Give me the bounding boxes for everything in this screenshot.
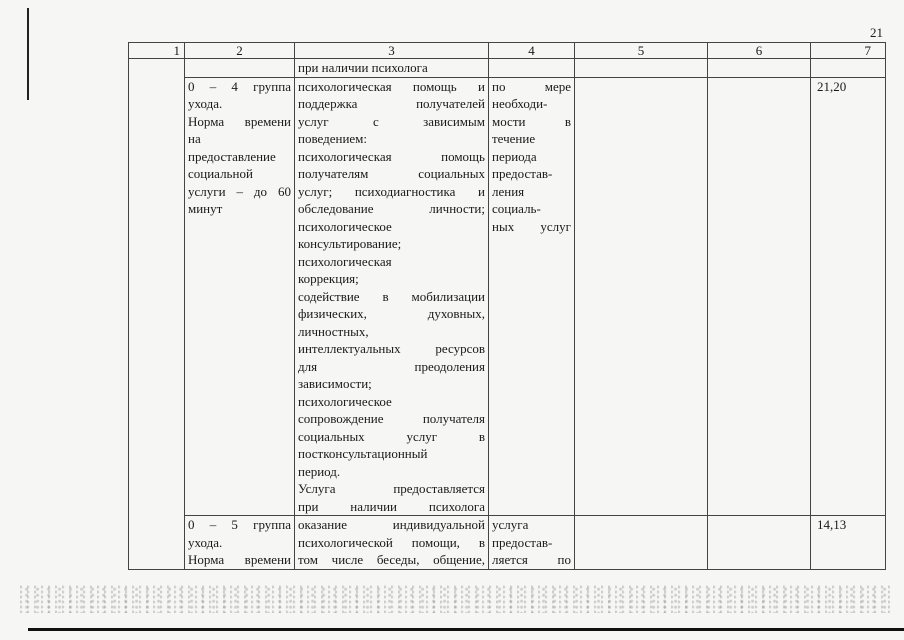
text-line: постконсультационный xyxy=(298,446,428,461)
cell-col1-merged xyxy=(129,59,185,570)
service-cell xyxy=(295,516,489,570)
service-cell xyxy=(295,77,489,516)
text-line: психологическая xyxy=(298,253,392,269)
text-line: поддержка получателей xyxy=(298,96,485,111)
text-line: обследование личности; xyxy=(298,201,485,216)
col-header-5: 5 xyxy=(575,43,708,59)
text-line: психологическое xyxy=(298,393,392,409)
text-line: поведением: xyxy=(298,131,368,146)
text-line: Услуга предоставляется xyxy=(298,481,485,496)
text-line: зависимости; xyxy=(298,376,372,391)
tariff-cell: 21,20 xyxy=(811,77,886,516)
text-line: мости в xyxy=(492,113,571,129)
continuation-row xyxy=(129,59,886,78)
text-line: для преодоления xyxy=(298,358,485,374)
cont-cell-7 xyxy=(811,59,886,78)
text-line: коррекция; xyxy=(298,271,359,286)
text-line: период. xyxy=(298,463,341,479)
period-text xyxy=(492,78,571,236)
bottom-rule xyxy=(28,628,904,631)
col-header-7: 7 xyxy=(811,43,886,59)
text-line: 0 – 5 группа xyxy=(188,517,291,532)
text-line: по мере xyxy=(492,78,571,94)
col-header-6: 6 xyxy=(708,43,811,59)
col-header-3: 3 xyxy=(295,43,489,59)
text-line: сопровождение получателя xyxy=(298,411,485,426)
col5-cell xyxy=(575,516,708,570)
text-line: услуг; психодиагностика и xyxy=(298,183,485,199)
header-row xyxy=(129,43,886,59)
cont-cell-3: при наличии психолога xyxy=(295,59,489,78)
text-line: ляется по xyxy=(492,552,571,567)
scan-noise xyxy=(20,585,890,613)
text-line: услуг с зависимым xyxy=(298,113,485,129)
text-line: том числе беседы, общение, xyxy=(298,552,485,567)
group-cell xyxy=(185,516,295,570)
services-table xyxy=(128,42,886,570)
col6-cell xyxy=(708,516,811,570)
text-line: социаль- xyxy=(492,201,541,216)
text-line: консультирование; xyxy=(298,236,402,251)
text-line: личностных, xyxy=(298,323,369,339)
table-row xyxy=(129,77,886,516)
text-line: психологическая помощь xyxy=(298,148,485,164)
text-line: ухода. xyxy=(188,96,223,111)
text-line: физических, духовных, xyxy=(298,306,485,321)
period-cell xyxy=(489,77,575,516)
group-cell xyxy=(185,77,295,516)
col-header-4: 4 xyxy=(489,43,575,59)
text-line: Норма времени xyxy=(188,552,291,567)
text-line: ухода. xyxy=(188,534,223,550)
table-row xyxy=(129,516,886,570)
group-text xyxy=(188,78,291,218)
text-line: социальных услуг в xyxy=(298,428,485,444)
text-line: услуги – до 60 xyxy=(188,183,291,199)
text-line: периода xyxy=(492,148,537,164)
text-line: психологическое xyxy=(298,218,392,234)
col-header-2: 2 xyxy=(185,43,295,59)
col-header-1: 1 xyxy=(129,43,185,59)
text-line: социальной xyxy=(188,166,253,181)
text-line: предостав- xyxy=(492,534,553,550)
col5-cell xyxy=(575,77,708,516)
text-line: психологическая помощь и xyxy=(298,78,485,94)
text-line: психологической помощи, в xyxy=(298,534,485,550)
text-line: интеллектуальных ресурсов xyxy=(298,341,485,356)
text-line: оказание индивидуальной xyxy=(298,517,485,532)
page-number: 21 xyxy=(870,25,883,40)
cont-cell-4 xyxy=(489,59,575,78)
text-line: предоставление xyxy=(188,148,276,164)
text-line: ных услуг xyxy=(492,218,571,234)
text-line: ления xyxy=(492,183,525,199)
text-line: услуга xyxy=(492,517,529,532)
text-line: при наличии психолога xyxy=(298,498,485,514)
text-line: Норма времени xyxy=(188,113,291,129)
text-line: течение xyxy=(492,131,536,146)
text-line: 0 – 4 группа xyxy=(188,78,291,94)
period-text xyxy=(492,516,571,569)
service-text xyxy=(298,78,485,516)
cont-cell-6 xyxy=(708,59,811,78)
tariff-cell: 14,13 xyxy=(811,516,886,570)
text-line: на xyxy=(188,131,201,146)
text-line: минут xyxy=(188,201,223,216)
cont-cell-5 xyxy=(575,59,708,78)
group-text xyxy=(188,516,291,569)
text-line: получателям социальных xyxy=(298,166,485,181)
service-text xyxy=(298,516,485,569)
text-line: содействие в мобилизации xyxy=(298,288,485,304)
col6-cell xyxy=(708,77,811,516)
text-line: необходи- xyxy=(492,96,548,111)
cont-cell-2 xyxy=(185,59,295,78)
left-margin-rule xyxy=(27,8,29,100)
text-line: предостав- xyxy=(492,166,553,181)
period-cell xyxy=(489,516,575,570)
